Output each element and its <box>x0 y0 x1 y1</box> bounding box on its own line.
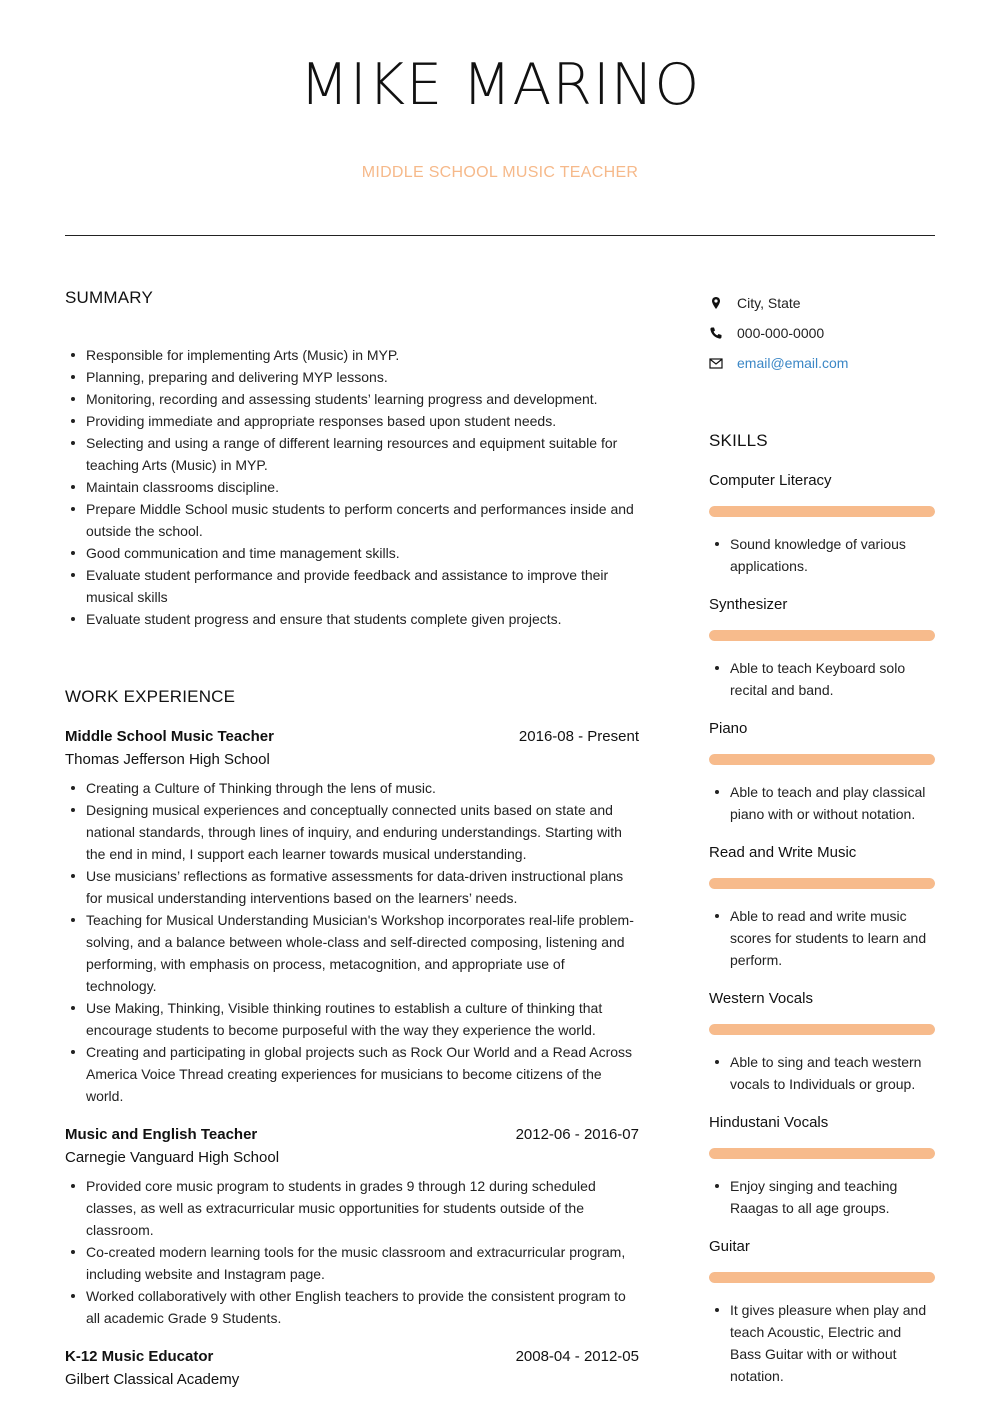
summary-item: Monitoring, recording and assessing students’ learning progress and development. <box>65 388 639 410</box>
skill-level-bar <box>709 506 935 517</box>
job-duty: Creating and participating in global projects such as Rock Our World and a Read Across America Voice Thread creating experiences for musicians to become citizens of the world. <box>65 1041 639 1107</box>
job-dates: 2008-04 - 2012-05 <box>515 1348 639 1365</box>
skill-level-fill <box>709 1024 935 1035</box>
main-column <box>65 288 639 1388</box>
header-divider <box>65 235 935 236</box>
skill-detail: Able to teach and play classical piano with or without notation. <box>709 781 935 825</box>
skill-details <box>709 533 935 577</box>
skill-name: Piano <box>709 720 748 737</box>
skill-entry <box>709 472 935 577</box>
job-company: Gilbert Classical Academy <box>65 1371 240 1388</box>
skill-name: Synthesizer <box>709 596 788 613</box>
skill-details <box>709 1175 935 1219</box>
job-duty: Designing musical experiences and conceptually connected units based on state and national standards, through lines of inquiry, and enduring understandings. Starting with the end in mind, I support each learner towards musical understanding. <box>65 799 639 865</box>
summary-item: Selecting and using a range of different learning resources and equipment suitable for teaching Arts (Music) in MYP. <box>65 432 639 476</box>
skill-detail: Able to read and write music scores for students to learn and perform. <box>709 905 935 971</box>
summary-item: Prepare Middle School music students to perform concerts and performances inside and outside the school. <box>65 498 639 542</box>
skill-level-fill <box>709 630 935 641</box>
skill-entry <box>709 596 935 701</box>
skill-level-bar <box>709 878 935 889</box>
job-duties <box>65 1175 639 1329</box>
summary-item: Good communication and time management skills. <box>65 542 639 564</box>
phone-icon <box>709 326 723 340</box>
skill-name: Computer Literacy <box>709 472 832 489</box>
skill-details <box>709 1299 935 1387</box>
summary-heading: SUMMARY <box>65 288 153 307</box>
job-duty: Teaching for Musical Understanding Musician's Workshop incorporates real-life problem-solving, and a balance between whole-class and self-directed composing, listening and performing, with emphasis on process, metacognition, and appropriate use of technology. <box>65 909 639 997</box>
skill-level-bar <box>709 1024 935 1035</box>
skill-level-fill <box>709 506 935 517</box>
summary-list <box>65 344 639 630</box>
job-dates: 2012-06 - 2016-07 <box>515 1126 639 1143</box>
skill-detail: Enjoy singing and teaching Raagas to all age groups. <box>709 1175 935 1219</box>
job-company: Thomas Jefferson High School <box>65 751 270 768</box>
summary-item: Planning, preparing and delivering MYP lessons. <box>65 366 639 388</box>
skill-details <box>709 781 935 825</box>
job-company: Carnegie Vanguard High School <box>65 1149 280 1166</box>
skill-entry <box>709 844 935 971</box>
envelope-icon <box>709 356 723 370</box>
job-duty: Creating a Culture of Thinking through the lens of music. <box>65 777 639 799</box>
skill-detail: Able to sing and teach western vocals to Individuals or group. <box>709 1051 935 1095</box>
candidate-name: MIKE MARINO <box>299 52 701 118</box>
skill-name: Read and Write Music <box>709 844 857 861</box>
skill-entry <box>709 1238 935 1387</box>
contact-location-text: City, State <box>737 295 801 311</box>
job-entry <box>65 1348 639 1388</box>
job-role: Middle School Music Teacher <box>65 728 274 745</box>
job-entry <box>65 728 639 1107</box>
skill-level-bar <box>709 630 935 641</box>
summary-item: Evaluate student progress and ensure that students complete given projects. <box>65 608 639 630</box>
candidate-title: MIDDLE SCHOOL MUSIC TEACHER <box>361 164 639 181</box>
job-duty: Use musicians’ reflections as formative assessments for data-driven instructional plans for musical understanding interventions based on the learners’ needs. <box>65 865 639 909</box>
skill-detail: Able to teach Keyboard solo recital and band. <box>709 657 935 701</box>
job-role: K-12 Music Educator <box>65 1348 214 1365</box>
job-role: Music and English Teacher <box>65 1126 258 1143</box>
skill-level-fill <box>709 1272 935 1283</box>
summary-item: Responsible for implementing Arts (Music) in MYP. <box>65 344 639 366</box>
skill-details <box>709 905 935 971</box>
job-dates: 2016-08 - Present <box>518 728 639 745</box>
work-experience-heading: WORK EXPERIENCE <box>65 687 236 706</box>
job-duty: Use Making, Thinking, Visible thinking routines to establish a culture of thinking that encourage students to become purposeful with the way they experience the world. <box>65 997 639 1041</box>
skill-level-fill <box>709 754 935 765</box>
sidebar <box>709 288 935 1387</box>
contact-phone <box>709 318 935 348</box>
email-link[interactable]: email@email.com <box>737 355 849 371</box>
summary-item: Evaluate student performance and provide feedback and assistance to improve their musical skills <box>65 564 639 608</box>
job-duty: Co-created modern learning tools for the music classroom and extracurricular program, including website and Instagram page. <box>65 1241 639 1285</box>
skill-name: Guitar <box>709 1238 750 1255</box>
skill-entry <box>709 1114 935 1219</box>
skill-level-fill <box>709 878 935 889</box>
summary-item: Maintain classrooms discipline. <box>65 476 639 498</box>
skill-details <box>709 657 935 701</box>
job-entry <box>65 1126 639 1329</box>
skill-level-bar <box>709 1272 935 1283</box>
map-pin-icon <box>709 296 723 310</box>
skill-name: Hindustani Vocals <box>709 1114 829 1131</box>
skill-level-fill <box>709 1148 935 1159</box>
skill-entry <box>709 720 935 825</box>
contact-location <box>709 288 935 318</box>
skills-heading: SKILLS <box>709 431 768 450</box>
skill-level-bar <box>709 1148 935 1159</box>
job-duty: Provided core music program to students in grades 9 through 12 during scheduled classes, as well as extracurricular music opportunities for students outside of the classroom. <box>65 1175 639 1241</box>
skill-detail: It gives pleasure when play and teach Acoustic, Electric and Bass Guitar with or without notation. <box>709 1299 935 1387</box>
contact-phone-text: 000-000-0000 <box>737 325 825 341</box>
summary-item: Providing immediate and appropriate responses based upon student needs. <box>65 410 639 432</box>
job-duty: Worked collaboratively with other English teachers to provide the consistent program to all academic Grade 9 Students. <box>65 1285 639 1329</box>
contact-email[interactable] <box>709 348 935 378</box>
skill-name: Western Vocals <box>709 990 813 1007</box>
skill-entry <box>709 990 935 1095</box>
job-duties <box>65 777 639 1107</box>
skill-details <box>709 1051 935 1095</box>
skill-detail: Sound knowledge of various applications. <box>709 533 935 577</box>
skill-level-bar <box>709 754 935 765</box>
